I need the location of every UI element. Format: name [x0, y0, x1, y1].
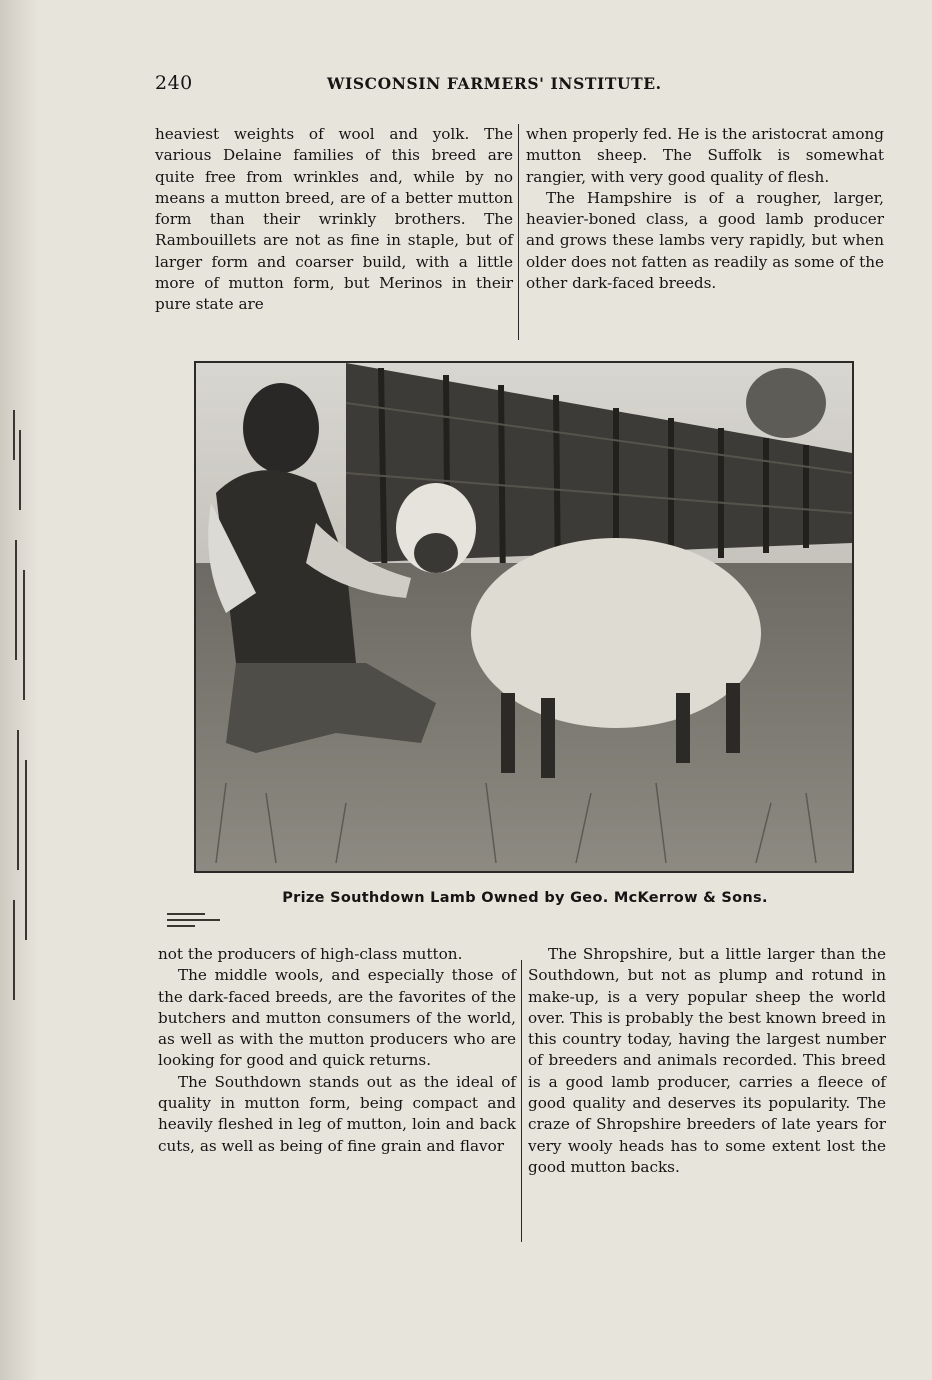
ink-smudge-mark: [165, 910, 235, 932]
running-title: WISCONSIN FARMERS' INSTITUTE.: [327, 74, 662, 93]
top-right-column: [526, 124, 884, 294]
paragraph: The middle wools, and especially those of the dark-faced breeds, are the favorites of the butchers and mutton consumers of the world, as well as with the mutton producers who are looking for good and quick returns.: [158, 966, 516, 1070]
column-divider: [518, 124, 519, 340]
paragraph: when properly fed. He is the aristocrat among mutton sheep. The Suffolk is somewhat rangier, with very good quality of flesh.: [526, 125, 884, 186]
binding-stitch-marks: [4, 400, 38, 1020]
top-left-column: [155, 124, 513, 316]
paragraph: The Southdown stands out as the ideal of quality in mutton form, being compact and heavily fleshed in leg of mutton, loin and back cuts, as well as being of fine grain and flavor: [158, 1072, 516, 1155]
photograph: [194, 361, 854, 873]
bottom-left-column: [158, 944, 516, 1157]
bottom-right-column: [528, 944, 886, 1178]
paragraph: The Shropshire, but a little larger than the Southdown, but not as plump and rotund in make-up, is a very popular sheep the world over. This is probably the best known breed in this country today, having the largest number of breeders and animals recorded. This breed is a good lamb producer, carries a fleece of good quality and deserves its popularity. The craze of Shropshire breeders of late years for very wooly heads has to some extent lost the good mutton backs.: [528, 945, 886, 1176]
page-header: [155, 72, 888, 102]
column-divider: [521, 960, 522, 1242]
paragraph: heaviest weights of wool and yolk. The various Delaine families of this breed are quite free from wrinkles and, while by no means a mutton breed, are of a better mutton form than their wrinkly brothers. The Rambouillets are not as fine in staple, but of larger form and coarser build, with a little more of mutton form, but Merinos in their pure state are: [155, 125, 513, 314]
photo-farmer-with-lamb-icon: [196, 363, 852, 871]
paragraph: not the producers of high-class mutton.: [158, 945, 463, 963]
photo-caption: Prize Southdown Lamb Owned by Geo. McKerrow & Sons.: [282, 890, 768, 906]
page-number: 240: [155, 72, 193, 94]
paragraph: The Hampshire is of a rougher, larger, heavier-boned class, a good lamb producer and grows these lambs very rapidly, but when older does not fatten as readily as some of the other dark-faced breeds.: [526, 188, 884, 293]
